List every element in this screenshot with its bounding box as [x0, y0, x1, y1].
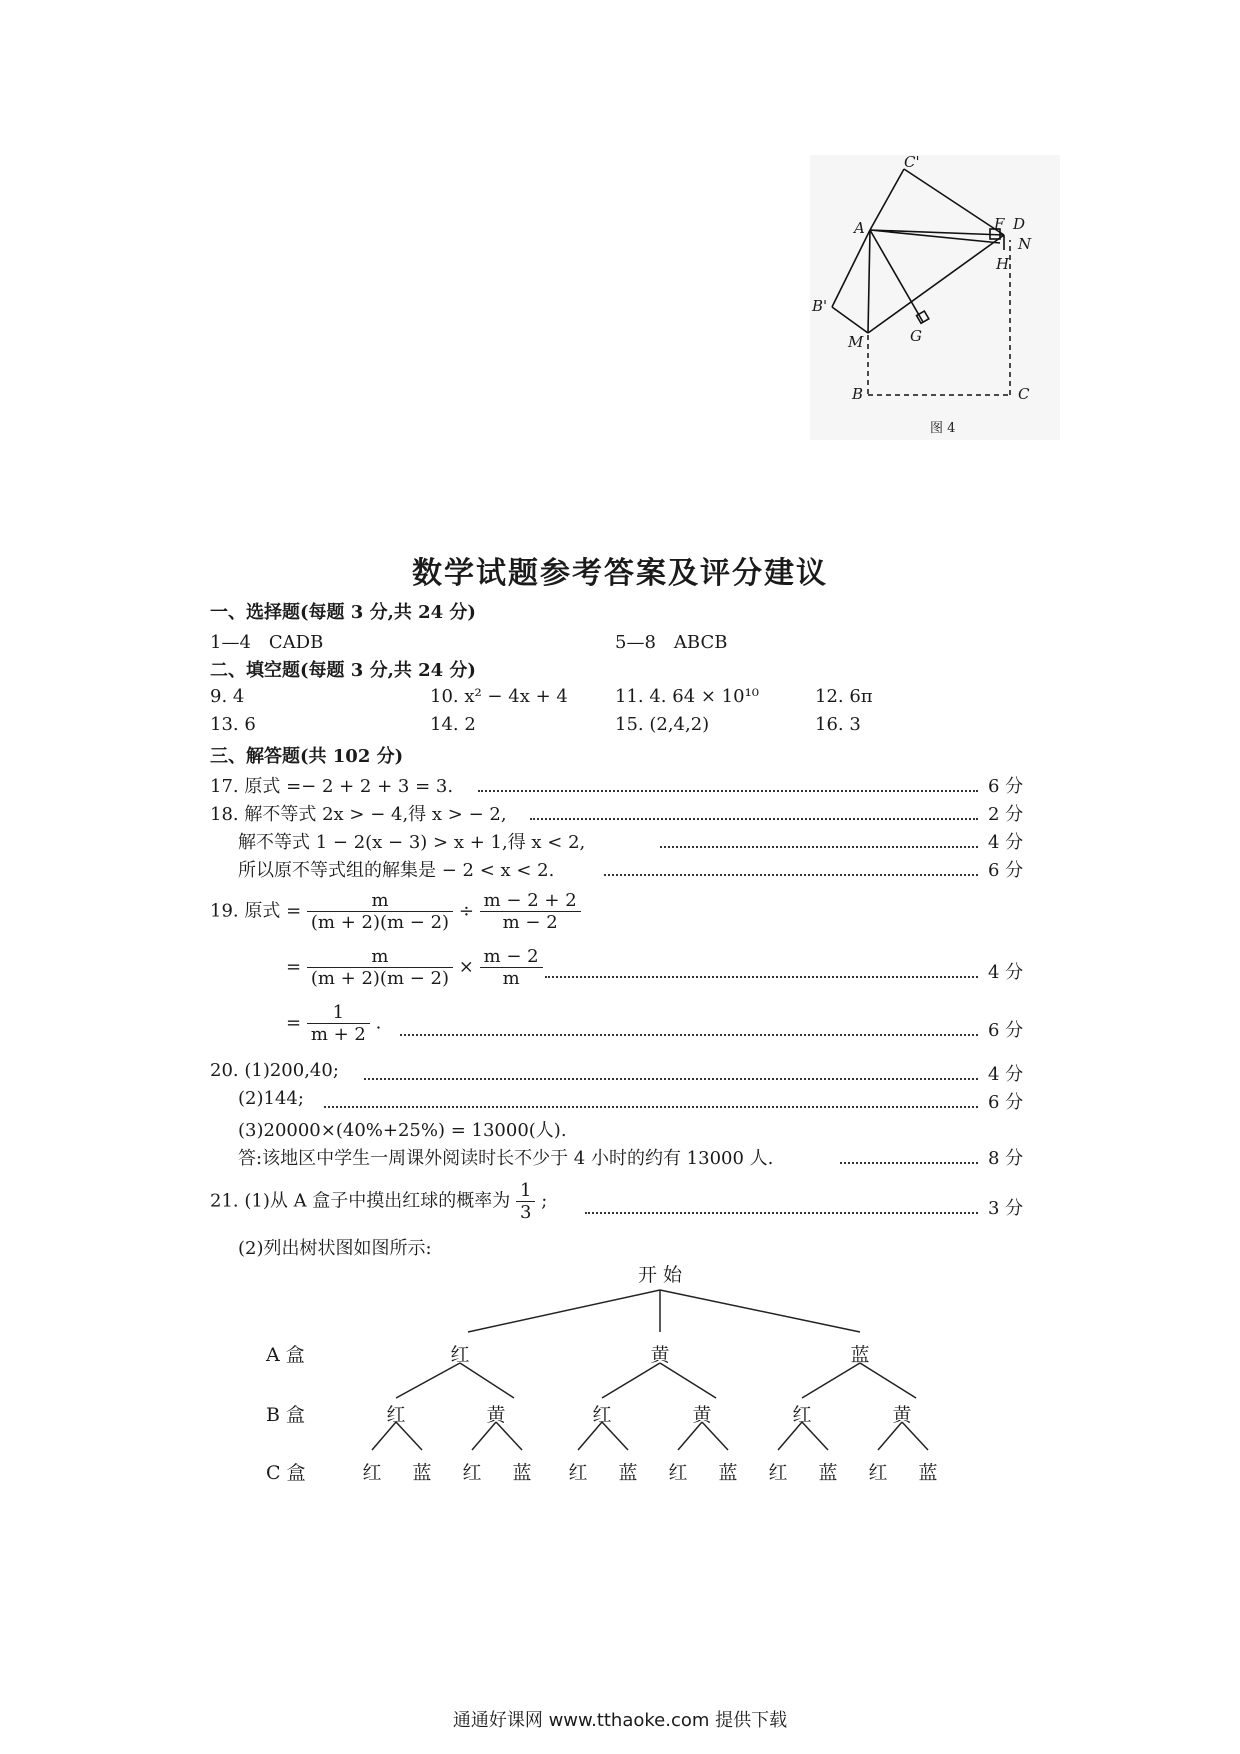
level3-node: 红: [568, 1462, 588, 1484]
section-3-header: 三、解答题(共 102 分): [210, 746, 404, 767]
q17-score: 6 分: [988, 776, 1024, 797]
q19-f4-num: 1: [332, 1002, 345, 1023]
label-d: D: [1013, 215, 1026, 233]
q19-f3-den: m: [480, 967, 543, 989]
q20-leader2: [324, 1106, 978, 1108]
q19-line1: [210, 890, 581, 933]
level3-node: 蓝: [818, 1462, 838, 1484]
q18-line2: 解不等式 1 − 2(x − 3) > x + 1,得 x < 2,: [238, 832, 586, 853]
level2-node: 黄: [692, 1404, 712, 1426]
answer-16: 16. 3: [815, 714, 861, 735]
tree-diagram: [250, 1260, 1010, 1500]
label-f: F: [994, 215, 1005, 233]
label-h: H: [996, 255, 1010, 273]
q20-score3: 8 分: [988, 1148, 1024, 1169]
label-c: C: [1018, 385, 1030, 403]
q20-score2: 6 分: [988, 1092, 1024, 1113]
q19-fraction-1: [307, 890, 453, 933]
q20-leader1: [364, 1078, 978, 1080]
section-2-header: 二、填空题(每题 3 分,共 24 分): [210, 660, 476, 681]
level2-node: 红: [592, 1404, 612, 1426]
answer-12: 12. 6π: [815, 686, 873, 707]
label-a: A: [854, 219, 865, 237]
label-b-prime: B': [812, 297, 828, 315]
q19-f3-num: m − 2: [483, 946, 539, 967]
q19-score3: 6 分: [988, 1020, 1024, 1041]
label-n: N: [1018, 235, 1032, 253]
q19-fraction-2: [480, 890, 581, 933]
answer-1-4: 1—4 CADB: [210, 632, 324, 653]
answer-15: 15. (2,4,2): [615, 714, 710, 735]
q19-line2: [286, 946, 543, 989]
level1-node: 黄: [650, 1344, 670, 1366]
q21-line1: [210, 1180, 547, 1223]
level2-node: 红: [792, 1404, 812, 1426]
q18-line1: 18. 解不等式 2x > − 4,得 x > − 2,: [210, 804, 507, 825]
q19-f2-num: m − 2 + 2: [483, 890, 577, 911]
level1-node: 蓝: [850, 1344, 870, 1366]
level3-node: 红: [768, 1462, 788, 1484]
q19-times: ×: [458, 956, 474, 978]
tree-root: 开 始: [637, 1264, 683, 1286]
q19-leader3: [400, 1034, 978, 1036]
level3-node: 红: [668, 1462, 688, 1484]
level2-node: 黄: [892, 1404, 912, 1426]
q18-score1: 2 分: [988, 804, 1024, 825]
q21-num: 1: [520, 1180, 532, 1201]
q17-leader: [478, 790, 978, 792]
q19-eq-3: =: [286, 1012, 302, 1034]
footer-credit: 通通好课网 www.tthaoke.com 提供下载: [452, 1710, 788, 1731]
label-c-prime: C': [904, 153, 920, 171]
answer-5-8: 5—8 ABCB: [615, 632, 728, 653]
q19-f1-num: m: [371, 890, 389, 911]
q20-leader3: [840, 1162, 978, 1164]
q19-f2-den: m − 2: [480, 911, 581, 933]
level1-node: 红: [450, 1344, 470, 1366]
q20-line2: (2)144;: [238, 1088, 304, 1109]
q21-text: 21. (1)从 A 盒子中摸出红球的概率为: [210, 1190, 511, 1212]
label-m: M: [848, 333, 864, 351]
q19-score2: 4 分: [988, 962, 1024, 983]
q19-f1b-den: (m + 2)(m − 2): [307, 967, 453, 989]
answer-10: 10. x² − 4x + 4: [430, 686, 568, 707]
page-title: 数学试题参考答案及评分建议: [412, 556, 828, 591]
q18-score3: 6 分: [988, 860, 1024, 881]
q21-fraction: [516, 1180, 535, 1223]
q19-fraction-3: [480, 946, 543, 989]
level3-node: 蓝: [512, 1462, 532, 1484]
label-g: G: [910, 327, 922, 345]
level3-node: 蓝: [718, 1462, 738, 1484]
q21-den: 3: [516, 1201, 535, 1223]
q21-leader1: [585, 1212, 978, 1214]
level3-node: 红: [362, 1462, 382, 1484]
q17-text: 17. 原式 =− 2 + 2 + 3 = 3.: [210, 776, 454, 797]
q19-fraction-4: [307, 1002, 370, 1045]
q20-line1: 20. (1)200,40;: [210, 1060, 339, 1081]
answer-13: 13. 6: [210, 714, 256, 735]
answer-9: 9. 4: [210, 686, 245, 707]
row-label-c: C 盒: [266, 1462, 306, 1484]
q19-fraction-1b: [307, 946, 453, 989]
q18-line3: 所以原不等式组的解集是 − 2 < x < 2.: [238, 860, 555, 881]
q21-semicolon: ;: [541, 1190, 548, 1212]
section-1-header: 一、选择题(每题 3 分,共 24 分): [210, 602, 476, 623]
q21-score1: 3 分: [988, 1198, 1024, 1219]
level3-node: 蓝: [412, 1462, 432, 1484]
q19-f4-den: m + 2: [307, 1023, 370, 1045]
q19-label: 19. 原式 =: [210, 900, 302, 922]
q19-f1b-num: m: [371, 946, 389, 967]
q19-period: .: [375, 1012, 382, 1034]
q18-score2: 4 分: [988, 832, 1024, 853]
geometry-figure: [810, 155, 1060, 440]
row-label-b: B 盒: [266, 1404, 306, 1426]
label-b: B: [852, 385, 864, 403]
q18-leader3: [604, 874, 978, 876]
q20-answer: 答:该地区中学生一周课外阅读时长不少于 4 小时的约有 13000 人.: [238, 1148, 774, 1169]
q19-leader2: [545, 976, 978, 978]
q19-f1-den: (m + 2)(m − 2): [307, 911, 453, 933]
q20-score1: 4 分: [988, 1064, 1024, 1085]
q18-leader1: [530, 818, 978, 820]
level3-node: 红: [462, 1462, 482, 1484]
level2-node: 红: [386, 1404, 406, 1426]
level2-node: 黄: [486, 1404, 506, 1426]
q19-divide: ÷: [458, 900, 474, 922]
q18-leader2: [660, 846, 978, 848]
level3-node: 红: [868, 1462, 888, 1484]
q20-line3: (3)20000×(40%+25%) = 13000(人).: [238, 1120, 567, 1141]
level3-node: 蓝: [918, 1462, 938, 1484]
level3-node: 蓝: [618, 1462, 638, 1484]
answer-11: 11. 4. 64 × 10¹⁰: [615, 686, 760, 707]
q19-eq-2: =: [286, 956, 302, 978]
figure-caption: 图 4: [930, 421, 956, 436]
answer-14: 14. 2: [430, 714, 476, 735]
q21-line2: (2)列出树状图如图所示:: [238, 1238, 432, 1259]
row-label-a: A 盒: [266, 1344, 305, 1366]
q19-line3: [286, 1002, 381, 1045]
